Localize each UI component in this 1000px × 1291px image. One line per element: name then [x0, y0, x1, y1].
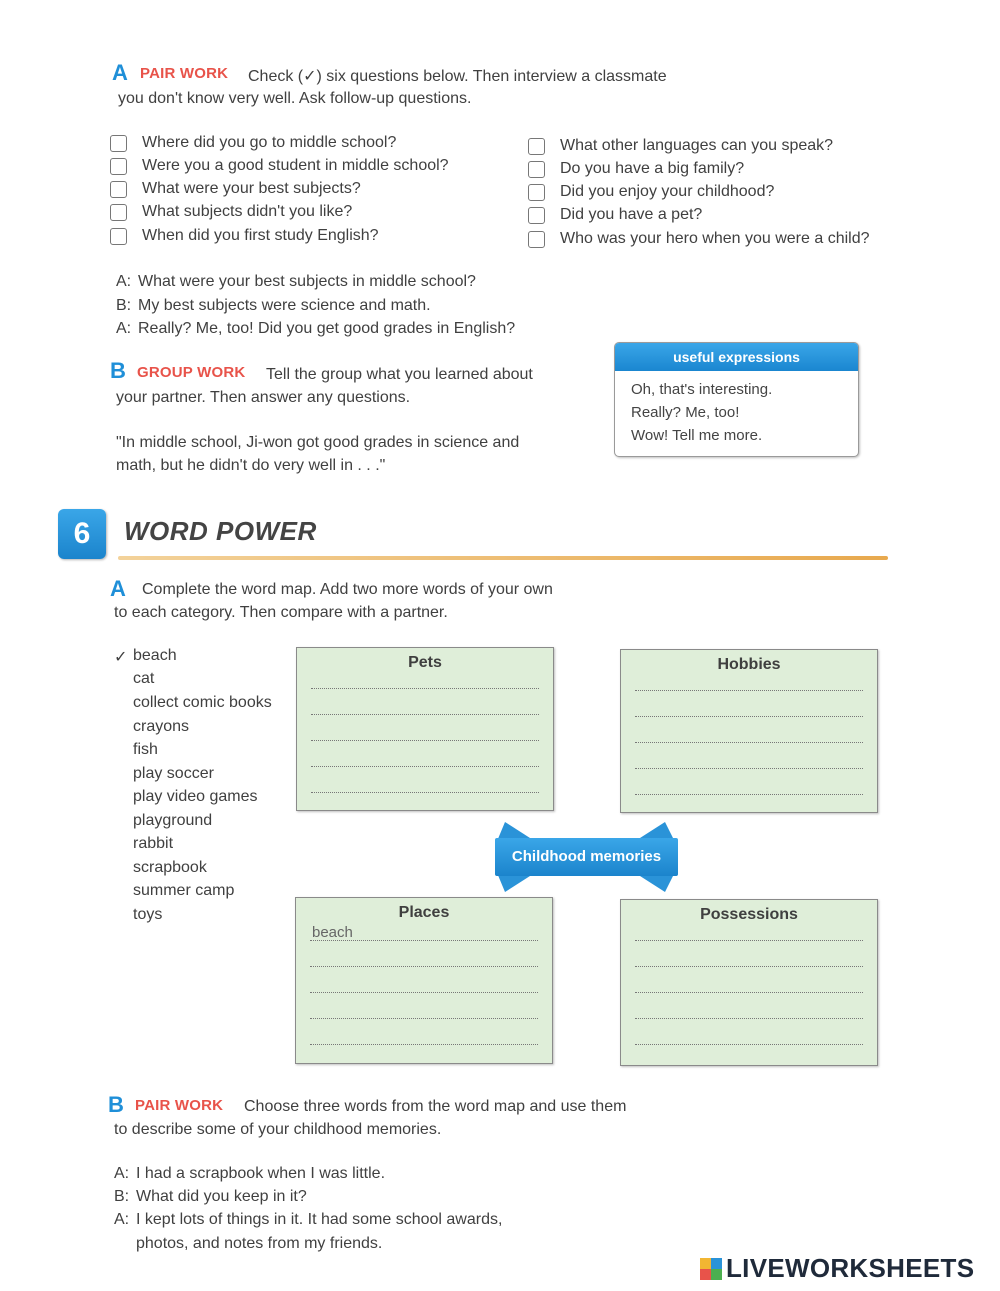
- wordpower-a-letter: A: [110, 576, 126, 601]
- pair-work-tag: PAIR WORK: [135, 1097, 224, 1114]
- part-b-instruction-2: your partner. Then answer any questions.: [116, 389, 411, 406]
- wordpower-b-letter: B: [108, 1092, 124, 1117]
- word-item: rabbit: [133, 835, 174, 852]
- useful-expression: Really? Me, too!: [631, 404, 740, 421]
- word-item: play soccer: [133, 765, 214, 782]
- box-title: Possessions: [700, 906, 798, 923]
- answer-line[interactable]: [311, 766, 539, 767]
- word-item: toys: [133, 906, 163, 923]
- question-item[interactable]: What other languages can you speak?: [528, 137, 833, 155]
- wordpower-b-instruction-1: Choose three words from the word map and use them: [244, 1098, 627, 1115]
- word-map-box-possessions: [620, 899, 878, 1066]
- group-work-tag: GROUP WORK: [137, 364, 246, 381]
- dialogue-line: B: What did you keep in it?: [114, 1188, 307, 1205]
- answer-line[interactable]: [635, 690, 863, 691]
- question-item[interactable]: What subjects didn't you like?: [110, 203, 352, 221]
- example-quote-1: "In middle school, Ji-won got good grades in science and: [116, 434, 520, 451]
- word-item: scrapbook: [133, 859, 207, 876]
- section-b-letter: B: [110, 358, 126, 383]
- question-item[interactable]: Where did you go to middle school?: [110, 134, 396, 152]
- answer-line[interactable]: [310, 940, 538, 941]
- box-title: Hobbies: [717, 656, 781, 673]
- example-quote-2: math, but he didn't do very well in . . .": [116, 457, 386, 474]
- answer-line[interactable]: [635, 768, 863, 769]
- center-topic-label: Childhood memories: [495, 838, 678, 876]
- answer-line[interactable]: [635, 940, 863, 941]
- answer-line[interactable]: [635, 742, 863, 743]
- section-number-badge: 6: [58, 509, 106, 559]
- part-a-instruction-1: Check (✓) six questions below. Then interview a classmate: [248, 68, 667, 85]
- useful-expression: Wow! Tell me more.: [631, 427, 763, 444]
- answer-line[interactable]: [311, 688, 539, 689]
- question-item[interactable]: Did you have a pet?: [528, 206, 702, 224]
- section-title: WORD POWER: [124, 516, 317, 546]
- filled-answer: beach: [312, 924, 353, 941]
- answer-line[interactable]: [311, 740, 539, 741]
- liveworksheets-logo: [700, 1253, 974, 1284]
- word-map-box-places: [295, 897, 553, 1064]
- question-item[interactable]: Do you have a big family?: [528, 160, 744, 178]
- answer-line[interactable]: [635, 716, 863, 717]
- part-a-instruction-2: you don't know very well. Ask follow-up questions.: [118, 90, 472, 107]
- word-item: collect comic books: [133, 694, 272, 711]
- word-item: crayons: [133, 718, 190, 735]
- word-item: playground: [133, 812, 213, 829]
- word-map-box-hobbies: [620, 649, 878, 813]
- dialogue-line: A: Really? Me, too! Did you get good grades in English?: [116, 320, 516, 337]
- answer-line[interactable]: [311, 714, 539, 715]
- question-item[interactable]: Who was your hero when you were a child?: [528, 230, 870, 248]
- logo-text: LIVEWORKSHEETS: [726, 1253, 975, 1283]
- useful-expression: Oh, that's interesting.: [631, 381, 773, 398]
- word-map-box-pets: [296, 647, 554, 811]
- pair-work-tag: PAIR WORK: [140, 65, 229, 82]
- answer-line[interactable]: [635, 1044, 863, 1045]
- logo-icon: [700, 1258, 722, 1280]
- answer-line[interactable]: [310, 992, 538, 993]
- question-item[interactable]: When did you first study English?: [110, 227, 379, 245]
- check-mark-icon: ✓: [114, 649, 128, 666]
- dialogue-line: A: What were your best subjects in middle school?: [116, 273, 476, 290]
- word-item: play video games: [133, 788, 258, 805]
- question-item[interactable]: Did you enjoy your childhood?: [528, 183, 774, 201]
- dialogue-line: photos, and notes from my friends.: [136, 1235, 383, 1252]
- question-item[interactable]: Were you a good student in middle school?: [110, 157, 449, 175]
- box-title: Pets: [408, 654, 442, 671]
- box-title: Places: [398, 904, 450, 921]
- answer-line[interactable]: [635, 1018, 863, 1019]
- answer-line[interactable]: [310, 1044, 538, 1045]
- word-item: fish: [133, 741, 158, 758]
- answer-line[interactable]: [310, 1018, 538, 1019]
- answer-line[interactable]: [635, 794, 863, 795]
- dialogue-line: A: I kept lots of things in it. It had some school awards,: [114, 1211, 503, 1228]
- dialogue-line: B: My best subjects were science and math.: [116, 297, 431, 314]
- answer-line[interactable]: [310, 966, 538, 967]
- word-item: cat: [133, 670, 155, 687]
- answer-line[interactable]: [635, 992, 863, 993]
- part-b-instruction-1: Tell the group what you learned about: [266, 366, 533, 383]
- section-a-letter: A: [112, 60, 128, 85]
- answer-line[interactable]: [635, 966, 863, 967]
- wordpower-b-instruction-2: to describe some of your childhood memories.: [114, 1121, 442, 1138]
- useful-expressions-title: useful expressions: [615, 343, 858, 371]
- wordpower-a-instruction-2: to each category. Then compare with a partner.: [114, 604, 448, 621]
- word-item: summer camp: [133, 882, 235, 899]
- word-item: beach: [133, 647, 177, 664]
- dialogue-line: A: I had a scrapbook when I was little.: [114, 1165, 386, 1182]
- wordpower-a-instruction-1: Complete the word map. Add two more words of your own: [142, 581, 553, 598]
- question-item[interactable]: What were your best subjects?: [110, 180, 361, 198]
- answer-line[interactable]: [311, 792, 539, 793]
